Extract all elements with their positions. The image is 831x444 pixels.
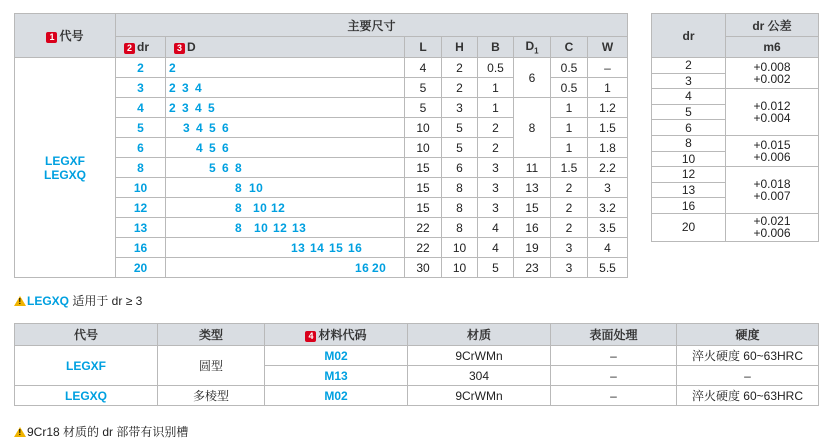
cell-dr: 6 <box>116 138 166 158</box>
D-value: 12 <box>271 200 286 215</box>
D-value: 8 <box>235 160 243 175</box>
series-code-legxf: LEGXF <box>44 153 85 168</box>
D-value: 8 <box>235 200 243 215</box>
cell-H: 5 <box>442 138 478 158</box>
D-value: 5 <box>208 100 216 115</box>
cell-H: 8 <box>442 218 478 238</box>
mat-matcode: M02 <box>265 386 408 406</box>
D-value: 5 <box>209 120 217 135</box>
mat-header-type: 类型 <box>158 324 265 346</box>
mat-hardness: 淬火硬度 60~63HRC <box>677 346 819 366</box>
cell-L: 5 <box>405 98 442 118</box>
cell-B: 2 <box>478 138 514 158</box>
tol-lower: +0.006 <box>753 150 791 165</box>
cell-B: 2 <box>478 118 514 138</box>
mat-hardness: 淬火硬度 60~63HRC <box>677 386 819 406</box>
tolerance-table <box>651 13 819 242</box>
tol-dr: 4 <box>652 89 726 105</box>
header-W: W <box>588 37 628 58</box>
mat-material: 9CrWMn <box>408 386 551 406</box>
mat-header-matcode: 4 材料代码 <box>265 324 408 346</box>
tol-header-grade: m6 <box>726 37 819 58</box>
note-9cr18: !9Cr18 材质的 dr 部带有识别槽 <box>14 423 188 440</box>
D-value: 13 <box>292 220 307 235</box>
cell-D1: 11 <box>514 158 551 178</box>
header-C: C <box>551 37 588 58</box>
mat-type: 圆型 <box>158 346 265 386</box>
D-value: 5 <box>209 160 217 175</box>
warning-icon <box>14 296 26 306</box>
cell-D1: 19 <box>514 238 551 258</box>
cell-L: 22 <box>405 238 442 258</box>
cell-D <box>166 118 405 138</box>
D-value: 6 <box>222 140 230 155</box>
mat-header-hardness: 硬度 <box>677 324 819 346</box>
cell-H: 3 <box>442 98 478 118</box>
D-value: 13 <box>291 240 306 255</box>
cell-H: 2 <box>442 78 478 98</box>
tol-header-dr: dr <box>652 14 726 58</box>
mat-material: 304 <box>408 366 551 386</box>
tol-upper: +0.008 <box>753 60 791 75</box>
badge-1: 1 <box>46 32 57 43</box>
mat-material: 9CrWMn <box>408 346 551 366</box>
cell-C: 1 <box>551 138 588 158</box>
cell-C: 2 <box>551 218 588 238</box>
cell-W: – <box>588 58 628 78</box>
tol-upper: +0.018 <box>753 177 791 192</box>
cell-D <box>166 78 405 98</box>
cell-C: 0.5 <box>551 78 588 98</box>
cell-H: 8 <box>442 198 478 218</box>
D-value: 4 <box>196 120 204 135</box>
mat-hardness: – <box>677 366 819 386</box>
cell-W: 3.5 <box>588 218 628 238</box>
tol-upper: +0.021 <box>753 214 791 229</box>
cell-D1: 13 <box>514 178 551 198</box>
tol-lower: +0.004 <box>753 111 791 126</box>
mat-matcode: M02 <box>265 346 408 366</box>
D-value: 4 <box>196 140 204 155</box>
cell-L: 15 <box>405 158 442 178</box>
D-value: 16 <box>355 260 370 275</box>
cell-B: 5 <box>478 258 514 278</box>
tol-header-title: dr 公差 <box>726 14 819 37</box>
material-row <box>15 346 819 366</box>
D-value: 15 <box>329 240 344 255</box>
dimension-row <box>15 58 628 78</box>
cell-dr: 5 <box>116 118 166 138</box>
cell-D <box>166 58 405 78</box>
material-row <box>15 386 819 406</box>
D-value: 10 <box>249 180 264 195</box>
header-main-dimensions: 主要尺寸 <box>116 14 628 37</box>
D-value: 2 <box>169 100 177 115</box>
cell-L: 30 <box>405 258 442 278</box>
cell-W: 5.5 <box>588 258 628 278</box>
mat-header-surface: 表面处理 <box>551 324 677 346</box>
cell-C: 1.5 <box>551 158 588 178</box>
D-value: 12 <box>273 220 288 235</box>
D-value: 8 <box>235 220 243 235</box>
cell-L: 15 <box>405 198 442 218</box>
cell-B: 0.5 <box>478 58 514 78</box>
header-code: 1 代号 <box>15 14 116 58</box>
tolerance-row <box>652 135 819 151</box>
D-value: 3 <box>182 80 190 95</box>
D-value: 10 <box>253 200 268 215</box>
tol-dr: 8 <box>652 135 726 151</box>
mat-type: 多棱型 <box>158 386 265 406</box>
D-value: 16 <box>348 240 363 255</box>
cell-B: 1 <box>478 98 514 118</box>
cell-B: 3 <box>478 158 514 178</box>
cell-D <box>166 218 405 238</box>
tol-value <box>726 135 819 166</box>
mat-code: LEGXF <box>15 346 158 386</box>
cell-dr: 16 <box>116 238 166 258</box>
mat-header-material: 材质 <box>408 324 551 346</box>
cell-D <box>166 258 405 278</box>
cell-dr: 4 <box>116 98 166 118</box>
cell-H: 10 <box>442 238 478 258</box>
cell-D1: 15 <box>514 198 551 218</box>
cell-B: 4 <box>478 218 514 238</box>
D-value: 6 <box>222 160 230 175</box>
note-legxq: !LEGXQ 适用于 dr ≥ 3 <box>14 292 142 309</box>
mat-surface: – <box>551 386 677 406</box>
cell-B: 1 <box>478 78 514 98</box>
tol-dr: 5 <box>652 104 726 120</box>
cell-B: 4 <box>478 238 514 258</box>
tolerance-row <box>652 58 819 74</box>
tolerance-row <box>652 89 819 105</box>
cell-C: 2 <box>551 178 588 198</box>
mat-matcode: M13 <box>265 366 408 386</box>
cell-D <box>166 98 405 118</box>
cell-C: 1 <box>551 98 588 118</box>
cell-W: 1.2 <box>588 98 628 118</box>
cell-H: 2 <box>442 58 478 78</box>
D-value: 14 <box>310 240 325 255</box>
cell-dr: 20 <box>116 258 166 278</box>
cell-D1: 8 <box>514 98 551 158</box>
cell-L: 4 <box>405 58 442 78</box>
cell-H: 8 <box>442 178 478 198</box>
tol-dr: 13 <box>652 182 726 198</box>
header-D1: $D_1$ <box>514 37 551 58</box>
cell-W: 4 <box>588 238 628 258</box>
badge-4: 4 <box>305 331 316 342</box>
header-H: H <box>442 37 478 58</box>
D-value: 10 <box>254 220 269 235</box>
cell-D1: 23 <box>514 258 551 278</box>
D-value: 20 <box>372 260 387 275</box>
cell-D <box>166 138 405 158</box>
cell-W: 3.2 <box>588 198 628 218</box>
material-table <box>14 323 819 406</box>
cell-D <box>166 158 405 178</box>
header-B: B <box>478 37 514 58</box>
D-value: 3 <box>182 100 190 115</box>
D-value: 4 <box>195 100 203 115</box>
cell-C: 0.5 <box>551 58 588 78</box>
tol-lower: +0.006 <box>753 226 791 241</box>
cell-C: 3 <box>551 258 588 278</box>
D-value: 8 <box>235 180 243 195</box>
cell-C: 2 <box>551 198 588 218</box>
header-dr: 2 dr <box>116 37 166 58</box>
cell-W: 1.5 <box>588 118 628 138</box>
tol-lower: +0.007 <box>753 189 791 204</box>
cell-L: 22 <box>405 218 442 238</box>
cell-dr: 10 <box>116 178 166 198</box>
cell-C: 1 <box>551 118 588 138</box>
tol-dr: 3 <box>652 73 726 89</box>
dimension-table <box>14 13 628 278</box>
D-value: 2 <box>169 80 177 95</box>
cell-L: 10 <box>405 118 442 138</box>
cell-dr: 3 <box>116 78 166 98</box>
D-value: 2 <box>169 60 177 75</box>
cell-H: 10 <box>442 258 478 278</box>
cell-L: 10 <box>405 138 442 158</box>
mat-code: LEGXQ <box>15 386 158 406</box>
cell-L: 5 <box>405 78 442 98</box>
badge-3: 3 <box>174 43 185 54</box>
cell-W: 1.8 <box>588 138 628 158</box>
tol-dr: 2 <box>652 58 726 74</box>
cell-H: 6 <box>442 158 478 178</box>
header-L: L <box>405 37 442 58</box>
cell-W: 3 <box>588 178 628 198</box>
cell-C: 3 <box>551 238 588 258</box>
cell-dr: 12 <box>116 198 166 218</box>
badge-2: 2 <box>124 43 135 54</box>
cell-D1: 16 <box>514 218 551 238</box>
tol-dr: 10 <box>652 151 726 167</box>
series-code-legxq: LEGXQ <box>43 167 86 182</box>
cell-B: 3 <box>478 198 514 218</box>
tol-dr: 6 <box>652 120 726 136</box>
tol-value <box>726 58 819 89</box>
cell-D <box>166 238 405 258</box>
series-code <box>15 58 116 278</box>
tol-lower: +0.002 <box>753 72 791 87</box>
cell-B: 3 <box>478 178 514 198</box>
tolerance-row <box>652 167 819 183</box>
cell-dr: 2 <box>116 58 166 78</box>
tol-value <box>726 167 819 214</box>
cell-D <box>166 198 405 218</box>
mat-surface: – <box>551 366 677 386</box>
warning-icon <box>14 427 26 437</box>
D-value: 3 <box>183 120 191 135</box>
tol-dr: 20 <box>652 213 726 241</box>
mat-surface: – <box>551 346 677 366</box>
cell-dr: 13 <box>116 218 166 238</box>
tol-value <box>726 213 819 241</box>
tol-upper: +0.015 <box>753 138 791 153</box>
cell-dr: 8 <box>116 158 166 178</box>
cell-H: 5 <box>442 118 478 138</box>
D-value: 5 <box>209 140 217 155</box>
tol-upper: +0.012 <box>753 99 791 114</box>
D-value: 6 <box>222 120 230 135</box>
tol-value <box>726 89 819 136</box>
D-value: 4 <box>195 80 203 95</box>
cell-L: 15 <box>405 178 442 198</box>
mat-header-code: 代号 <box>15 324 158 346</box>
tol-dr: 12 <box>652 167 726 183</box>
cell-D <box>166 178 405 198</box>
cell-W: 1 <box>588 78 628 98</box>
tol-dr: 16 <box>652 198 726 214</box>
tolerance-row <box>652 213 819 241</box>
cell-W: 2.2 <box>588 158 628 178</box>
cell-D1: 6 <box>514 58 551 98</box>
header-D: 3 D <box>166 37 405 58</box>
